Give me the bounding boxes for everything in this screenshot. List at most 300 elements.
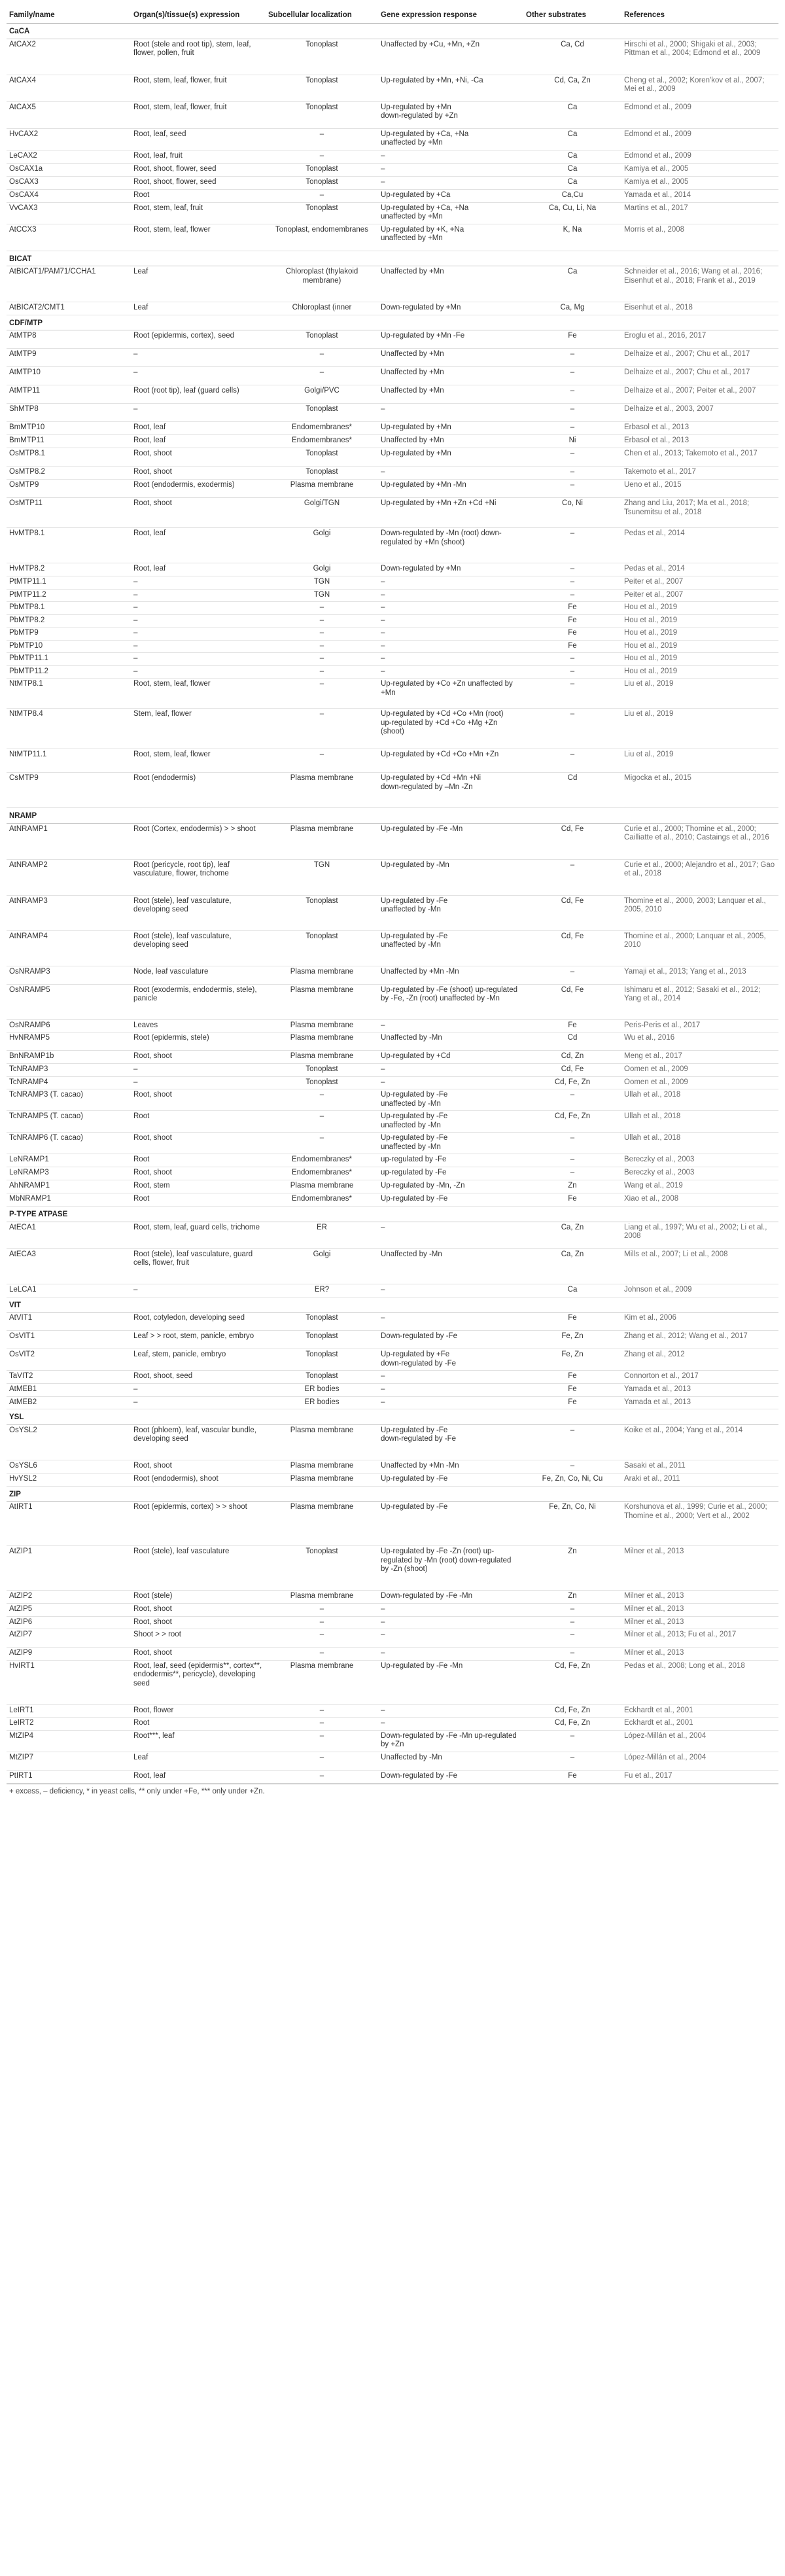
cell-family-name: LeIRT1 — [7, 1704, 131, 1718]
cell-subcellular-localization: – — [266, 1133, 378, 1154]
table-row — [7, 1133, 778, 1154]
cell-family-name: OsVIT2 — [7, 1349, 131, 1371]
cell-organ-expression: Root (pericycle, root tip), leaf vasculature, flower, trichome — [131, 859, 266, 895]
cell-organ-expression: Root, stem, leaf, flower — [131, 749, 266, 773]
cell-family-name: PtMTP11.1 — [7, 576, 131, 590]
cell-subcellular-localization: Endomembranes* — [266, 435, 378, 448]
table-row — [7, 101, 778, 128]
cell-subcellular-localization: Tonoplast — [266, 75, 378, 101]
cell-family-name: BnNRAMP1b — [7, 1051, 131, 1064]
cell-gene-expression-response: up-regulated by -Fe — [378, 1154, 523, 1167]
cell-family-name: PtMTP11.2 — [7, 589, 131, 602]
cell-references: Xiao et al., 2008 — [621, 1193, 778, 1207]
cell-organ-expression: Root, shoot — [131, 1051, 266, 1064]
table-row — [7, 1371, 778, 1384]
cell-family-name: HvYSL2 — [7, 1473, 131, 1486]
cell-references: Thomine et al., 2000, 2003; Lanquar et al., 2005, 2010 — [621, 895, 778, 930]
cell-subcellular-localization: Tonoplast — [266, 330, 378, 349]
cell-subcellular-localization: Plasma membrane — [266, 1502, 378, 1546]
cell-organ-expression: Root, stem, leaf, flower — [131, 224, 266, 251]
cell-gene-expression-response: Up-regulated by +Cd +Co +Mn +Zn — [378, 749, 523, 773]
transporter-table — [7, 9, 778, 1784]
cell-family-name: TcNRAMP3 — [7, 1064, 131, 1077]
cell-organ-expression: Root, cotyledon, developing seed — [131, 1313, 266, 1331]
cell-subcellular-localization: Chloroplast (inner — [266, 302, 378, 315]
family-row — [7, 1486, 778, 1502]
cell-references: Peiter et al., 2007 — [621, 576, 778, 590]
table-row — [7, 176, 778, 189]
cell-gene-expression-response: Unaffected by +Mn — [378, 435, 523, 448]
cell-family-name: HvMTP8.1 — [7, 528, 131, 563]
cell-family-name: OsYSL2 — [7, 1424, 131, 1460]
cell-other-substrates: Cd, Fe — [523, 823, 621, 859]
cell-family-name: TcNRAMP3 (T. cacao) — [7, 1089, 131, 1111]
table-row — [7, 1502, 778, 1546]
cell-subcellular-localization: ER? — [266, 1284, 378, 1297]
family-heading: YSL — [7, 1409, 778, 1425]
cell-gene-expression-response: – — [378, 1718, 523, 1731]
cell-subcellular-localization: Plasma membrane — [266, 773, 378, 808]
cell-subcellular-localization: – — [266, 653, 378, 666]
cell-gene-expression-response: – — [378, 1284, 523, 1297]
cell-references: Wang et al., 2019 — [621, 1180, 778, 1193]
cell-subcellular-localization: Tonoplast — [266, 1064, 378, 1077]
cell-other-substrates: Ca — [523, 101, 621, 128]
table-row — [7, 1648, 778, 1661]
cell-organ-expression: – — [131, 404, 266, 422]
cell-references: Erbasol et al., 2013 — [621, 435, 778, 448]
cell-gene-expression-response: Up-regulated by +Ca — [378, 189, 523, 202]
table-row — [7, 679, 778, 709]
cell-organ-expression: Leaf > > root, stem, panicle, embryo — [131, 1331, 266, 1349]
cell-references: Meng et al., 2017 — [621, 1051, 778, 1064]
cell-subcellular-localization: – — [266, 1752, 378, 1770]
table-row — [7, 576, 778, 590]
cell-references: Mills et al., 2007; Li et al., 2008 — [621, 1248, 778, 1284]
cell-references: Edmond et al., 2009 — [621, 101, 778, 128]
cell-other-substrates: Zn — [523, 1180, 621, 1193]
cell-references: Oomen et al., 2009 — [621, 1064, 778, 1077]
table-row — [7, 448, 778, 467]
cell-references: Koike et al., 2004; Yang et al., 2014 — [621, 1424, 778, 1460]
cell-family-name: AtBICAT2/CMT1 — [7, 302, 131, 315]
cell-subcellular-localization: Golgi — [266, 528, 378, 563]
header-row — [7, 9, 778, 24]
cell-family-name: AtIRT1 — [7, 1502, 131, 1546]
cell-family-name: AtBICAT1/PAM71/CCHA1 — [7, 266, 131, 302]
cell-subcellular-localization: – — [266, 1604, 378, 1617]
family-row — [7, 1207, 778, 1222]
table-row — [7, 627, 778, 641]
cell-organ-expression: Root, shoot, flower, seed — [131, 163, 266, 176]
cell-organ-expression: – — [131, 589, 266, 602]
cell-references: Kamiya et al., 2005 — [621, 176, 778, 189]
cell-subcellular-localization: – — [266, 367, 378, 385]
cell-other-substrates: K, Na — [523, 224, 621, 251]
family-heading: BICAT — [7, 251, 778, 266]
table-row — [7, 1604, 778, 1617]
cell-organ-expression: Leaf — [131, 302, 266, 315]
cell-organ-expression: Root (stele), leaf vasculature, guard cells, flower, fruit — [131, 1248, 266, 1284]
cell-family-name: AhNRAMP1 — [7, 1180, 131, 1193]
cell-subcellular-localization: TGN — [266, 859, 378, 895]
cell-gene-expression-response: Up-regulated by +Cd +Co +Mn (root) up-regulated by +Cd +Co +Mg +Zn (shoot) — [378, 709, 523, 749]
cell-family-name: AtMTP8 — [7, 330, 131, 349]
cell-family-name: NtMTP8.4 — [7, 709, 131, 749]
cell-gene-expression-response: – — [378, 150, 523, 163]
cell-references: Eroglu et al., 2016, 2017 — [621, 330, 778, 349]
cell-organ-expression: Root, leaf — [131, 422, 266, 435]
cell-gene-expression-response: Up-regulated by +Mn, +Ni, -Ca — [378, 75, 523, 101]
cell-references: Peris-Peris et al., 2017 — [621, 1019, 778, 1032]
cell-subcellular-localization: Tonoplast — [266, 101, 378, 128]
cell-references: Zhang and Liu, 2017; Ma et al., 2018; Tsunemitsu et al., 2018 — [621, 498, 778, 528]
cell-subcellular-localization: ER bodies — [266, 1384, 378, 1397]
cell-organ-expression: Root, shoot — [131, 1460, 266, 1473]
cell-subcellular-localization: – — [266, 1629, 378, 1648]
table-body — [7, 24, 778, 1784]
table-row — [7, 773, 778, 808]
cell-gene-expression-response: Down-regulated by -Mn (root) down-regulated by +Mn (shoot) — [378, 528, 523, 563]
cell-organ-expression: Root (epidermis, cortex), seed — [131, 330, 266, 349]
table-row — [7, 665, 778, 679]
cell-family-name: AtNRAMP2 — [7, 859, 131, 895]
cell-subcellular-localization: Plasma membrane — [266, 1460, 378, 1473]
cell-other-substrates: Fe — [523, 1019, 621, 1032]
cell-gene-expression-response: – — [378, 614, 523, 627]
cell-family-name: HvCAX2 — [7, 128, 131, 150]
table-footnote: + excess, – deficiency, * in yeast cells, ** only under +Fe, *** only under +Zn. — [7, 1784, 778, 1799]
cell-other-substrates: – — [523, 665, 621, 679]
table-row — [7, 1718, 778, 1731]
cell-family-name: PbMTP8.1 — [7, 602, 131, 615]
cell-other-substrates: Fe, Zn — [523, 1331, 621, 1349]
table-row — [7, 266, 778, 302]
table-row — [7, 602, 778, 615]
cell-other-substrates: Cd, Fe, Zn — [523, 1076, 621, 1089]
cell-references: López-Millán et al., 2004 — [621, 1730, 778, 1752]
cell-subcellular-localization: Golgi/PVC — [266, 385, 378, 404]
cell-gene-expression-response: – — [378, 467, 523, 480]
cell-gene-expression-response: Down-regulated by -Fe -Mn up-regulated by +Zn — [378, 1730, 523, 1752]
cell-references: Hou et al., 2019 — [621, 653, 778, 666]
cell-organ-expression: – — [131, 367, 266, 385]
cell-family-name: NtMTP11.1 — [7, 749, 131, 773]
cell-other-substrates: Fe — [523, 614, 621, 627]
table-row — [7, 224, 778, 251]
cell-organ-expression: Root, stem, leaf, guard cells, trichome — [131, 1222, 266, 1248]
table-row — [7, 1384, 778, 1397]
cell-organ-expression: Root, shoot — [131, 1604, 266, 1617]
cell-family-name: ShMTP8 — [7, 404, 131, 422]
cell-family-name: TcNRAMP5 (T. cacao) — [7, 1111, 131, 1133]
cell-gene-expression-response: – — [378, 1616, 523, 1629]
table-row — [7, 614, 778, 627]
table-row — [7, 984, 778, 1019]
cell-gene-expression-response: – — [378, 576, 523, 590]
cell-references: Ueno et al., 2015 — [621, 480, 778, 498]
cell-organ-expression: Root (stele), leaf vasculature — [131, 1546, 266, 1591]
table-row — [7, 1154, 778, 1167]
table-row — [7, 653, 778, 666]
table-row — [7, 385, 778, 404]
cell-family-name: AtMEB1 — [7, 1384, 131, 1397]
cell-other-substrates: – — [523, 589, 621, 602]
cell-subcellular-localization: Golgi/TGN — [266, 498, 378, 528]
cell-family-name: OsMTP8.1 — [7, 448, 131, 467]
cell-gene-expression-response: – — [378, 1629, 523, 1648]
cell-references: Oomen et al., 2009 — [621, 1076, 778, 1089]
cell-gene-expression-response: Down-regulated by +Mn — [378, 563, 523, 576]
cell-family-name: AtNRAMP1 — [7, 823, 131, 859]
cell-family-name: TcNRAMP4 — [7, 1076, 131, 1089]
cell-references: Fu et al., 2017 — [621, 1770, 778, 1783]
cell-other-substrates: Cd, Fe — [523, 895, 621, 930]
cell-other-substrates: Ca — [523, 163, 621, 176]
cell-subcellular-localization: Golgi — [266, 563, 378, 576]
cell-organ-expression: Root (root tip), leaf (guard cells) — [131, 385, 266, 404]
cell-other-substrates: Fe — [523, 1193, 621, 1207]
cell-gene-expression-response: – — [378, 1384, 523, 1397]
cell-other-substrates: – — [523, 1730, 621, 1752]
cell-references: Hirschi et al., 2000; Shigaki et al., 2003; Pittman et al., 2004; Edmond et al., 2009 — [621, 39, 778, 75]
cell-references: Yamada et al., 2013 — [621, 1396, 778, 1409]
cell-references: Ullah et al., 2018 — [621, 1111, 778, 1133]
cell-gene-expression-response: Unaffected by +Mn -Mn — [378, 1460, 523, 1473]
header-other-substrates: Other substrates — [523, 9, 621, 24]
cell-other-substrates: – — [523, 528, 621, 563]
cell-references: Hou et al., 2019 — [621, 665, 778, 679]
table-row — [7, 1349, 778, 1371]
cell-references: Peiter et al., 2007 — [621, 589, 778, 602]
cell-subcellular-localization: Tonoplast — [266, 930, 378, 966]
table-row — [7, 1111, 778, 1133]
cell-gene-expression-response: – — [378, 1604, 523, 1617]
cell-family-name: BmMTP11 — [7, 435, 131, 448]
cell-other-substrates: – — [523, 349, 621, 367]
cell-subcellular-localization: Plasma membrane — [266, 1660, 378, 1704]
cell-gene-expression-response: Up-regulated by -Fe — [378, 1502, 523, 1546]
cell-gene-expression-response: Up-regulated by -Fe unaffected by -Mn — [378, 895, 523, 930]
cell-family-name: AtCCX3 — [7, 224, 131, 251]
table-row — [7, 1629, 778, 1648]
cell-organ-expression: Root, shoot — [131, 1089, 266, 1111]
cell-other-substrates: – — [523, 1154, 621, 1167]
cell-family-name: TcNRAMP6 (T. cacao) — [7, 1133, 131, 1154]
header-gene-expression-response: Gene expression response — [378, 9, 523, 24]
table-row — [7, 302, 778, 315]
cell-references: Sasaki et al., 2011 — [621, 1460, 778, 1473]
table-row — [7, 1089, 778, 1111]
cell-organ-expression: – — [131, 1076, 266, 1089]
cell-references: Liu et al., 2019 — [621, 749, 778, 773]
cell-organ-expression: Root (stele) — [131, 1591, 266, 1604]
cell-subcellular-localization: ER — [266, 1222, 378, 1248]
cell-references: Hou et al., 2019 — [621, 627, 778, 641]
cell-subcellular-localization: Endomembranes* — [266, 1193, 378, 1207]
cell-subcellular-localization: Endomembranes* — [266, 1154, 378, 1167]
cell-organ-expression: – — [131, 614, 266, 627]
cell-organ-expression: Leaves — [131, 1019, 266, 1032]
header-organ-expression: Organ(s)/tissue(s) expression — [131, 9, 266, 24]
cell-references: Delhaize et al., 2007; Chu et al., 2017 — [621, 349, 778, 367]
cell-family-name: OsMTP8.2 — [7, 467, 131, 480]
cell-gene-expression-response: – — [378, 1313, 523, 1331]
cell-gene-expression-response: – — [378, 1222, 523, 1248]
cell-subcellular-localization: ER bodies — [266, 1396, 378, 1409]
cell-organ-expression: Shoot > > root — [131, 1629, 266, 1648]
cell-gene-expression-response: Unaffected by +Cu, +Mn, +Zn — [378, 39, 523, 75]
family-row — [7, 24, 778, 39]
table-row — [7, 150, 778, 163]
cell-gene-expression-response: Up-regulated by +Co +Zn unaffected by +Mn — [378, 679, 523, 709]
cell-references: Bereczky et al., 2003 — [621, 1154, 778, 1167]
cell-other-substrates: Fe, Zn — [523, 1349, 621, 1371]
cell-references: Yamaji et al., 2013; Yang et al., 2013 — [621, 966, 778, 984]
cell-other-substrates: Ca,Cu — [523, 189, 621, 202]
table-row — [7, 1076, 778, 1089]
cell-subcellular-localization: Plasma membrane — [266, 1051, 378, 1064]
cell-references: Wu et al., 2016 — [621, 1032, 778, 1051]
cell-other-substrates: – — [523, 404, 621, 422]
cell-family-name: LeNRAMP3 — [7, 1167, 131, 1180]
cell-organ-expression: Root, leaf — [131, 1770, 266, 1783]
cell-gene-expression-response: – — [378, 1704, 523, 1718]
cell-gene-expression-response: Up-regulated by +Cd — [378, 1051, 523, 1064]
cell-organ-expression: Leaf — [131, 266, 266, 302]
table-row — [7, 563, 778, 576]
table-row — [7, 895, 778, 930]
cell-organ-expression: Root (phloem), leaf, vascular bundle, developing seed — [131, 1424, 266, 1460]
cell-family-name: CsMTP9 — [7, 773, 131, 808]
cell-family-name: OsCAX3 — [7, 176, 131, 189]
cell-other-substrates: Fe — [523, 640, 621, 653]
cell-organ-expression: Root — [131, 1111, 266, 1133]
cell-subcellular-localization: – — [266, 1089, 378, 1111]
cell-other-substrates: Fe — [523, 1396, 621, 1409]
cell-references: Kamiya et al., 2005 — [621, 163, 778, 176]
cell-other-substrates: Ca — [523, 128, 621, 150]
cell-organ-expression: Root — [131, 1193, 266, 1207]
cell-organ-expression: Root (Cortex, endodermis) > > shoot — [131, 823, 266, 859]
cell-family-name: VvCAX3 — [7, 202, 131, 224]
table-row — [7, 1019, 778, 1032]
cell-subcellular-localization: Tonoplast — [266, 176, 378, 189]
cell-references: Milner et al., 2013 — [621, 1604, 778, 1617]
cell-organ-expression: Leaf — [131, 1752, 266, 1770]
cell-other-substrates: – — [523, 1424, 621, 1460]
cell-subcellular-localization: – — [266, 679, 378, 709]
table-row — [7, 367, 778, 385]
table-row — [7, 1752, 778, 1770]
cell-organ-expression: Root (epidermis, stele) — [131, 1032, 266, 1051]
table-row — [7, 1424, 778, 1460]
cell-gene-expression-response: up-regulated by -Fe — [378, 1167, 523, 1180]
table-row — [7, 202, 778, 224]
cell-other-substrates: Fe — [523, 1313, 621, 1331]
cell-family-name: AtVIT1 — [7, 1313, 131, 1331]
cell-subcellular-localization: Tonoplast — [266, 1349, 378, 1371]
cell-other-substrates: Fe — [523, 330, 621, 349]
cell-gene-expression-response: Up-regulated by -Fe unaffected by -Mn — [378, 1089, 523, 1111]
cell-references: Erbasol et al., 2013 — [621, 422, 778, 435]
cell-organ-expression: – — [131, 1284, 266, 1297]
cell-references: Milner et al., 2013 — [621, 1591, 778, 1604]
cell-family-name: OsMTP11 — [7, 498, 131, 528]
cell-family-name: OsCAX4 — [7, 189, 131, 202]
cell-subcellular-localization: Plasma membrane — [266, 480, 378, 498]
cell-other-substrates: Co, Ni — [523, 498, 621, 528]
table-row — [7, 480, 778, 498]
family-row — [7, 808, 778, 824]
cell-gene-expression-response: – — [378, 665, 523, 679]
cell-gene-expression-response: Up-regulated by -Fe unaffected by -Mn — [378, 1133, 523, 1154]
cell-organ-expression: Root, stem — [131, 1180, 266, 1193]
cell-family-name: AtNRAMP4 — [7, 930, 131, 966]
cell-organ-expression: Root — [131, 189, 266, 202]
cell-gene-expression-response: Up-regulated by -Fe — [378, 1193, 523, 1207]
table-row — [7, 930, 778, 966]
cell-gene-expression-response: Down-regulated by +Mn — [378, 302, 523, 315]
cell-other-substrates: Ca, Zn — [523, 1222, 621, 1248]
cell-organ-expression: Root, shoot — [131, 1648, 266, 1661]
cell-references: Liang et al., 1997; Wu et al., 2002; Li et al., 2008 — [621, 1222, 778, 1248]
cell-gene-expression-response: Up-regulated by -Mn — [378, 859, 523, 895]
cell-gene-expression-response: – — [378, 589, 523, 602]
cell-references: Milner et al., 2013 — [621, 1546, 778, 1591]
family-heading: NRAMP — [7, 808, 778, 824]
cell-organ-expression: Root, shoot — [131, 1167, 266, 1180]
table-row — [7, 1331, 778, 1349]
cell-family-name: PbMTP11.2 — [7, 665, 131, 679]
cell-organ-expression: – — [131, 1064, 266, 1077]
cell-other-substrates: Fe — [523, 1384, 621, 1397]
cell-subcellular-localization: – — [266, 627, 378, 641]
cell-references: Ullah et al., 2018 — [621, 1133, 778, 1154]
cell-family-name: AtZIP2 — [7, 1591, 131, 1604]
cell-organ-expression: Root, leaf, seed — [131, 128, 266, 150]
cell-family-name: AtNRAMP3 — [7, 895, 131, 930]
cell-other-substrates: Ca — [523, 1284, 621, 1297]
cell-subcellular-localization: – — [266, 640, 378, 653]
table-row — [7, 709, 778, 749]
cell-subcellular-localization: Tonoplast — [266, 202, 378, 224]
cell-subcellular-localization: – — [266, 1770, 378, 1783]
cell-organ-expression: – — [131, 1384, 266, 1397]
cell-organ-expression: – — [131, 602, 266, 615]
cell-family-name: OsCAX1a — [7, 163, 131, 176]
cell-subcellular-localization: Tonoplast — [266, 467, 378, 480]
cell-subcellular-localization: Tonoplast — [266, 1371, 378, 1384]
cell-family-name: AtZIP1 — [7, 1546, 131, 1591]
cell-references: Milner et al., 2013; Fu et al., 2017 — [621, 1629, 778, 1648]
cell-family-name: HvMTP8.2 — [7, 563, 131, 576]
cell-subcellular-localization: Tonoplast — [266, 39, 378, 75]
cell-gene-expression-response: Unaffected by -Mn — [378, 1032, 523, 1051]
table-row — [7, 330, 778, 349]
cell-gene-expression-response: Up-regulated by +Mn — [378, 422, 523, 435]
family-row — [7, 1297, 778, 1313]
cell-family-name: NtMTP8.1 — [7, 679, 131, 709]
cell-subcellular-localization: Plasma membrane — [266, 984, 378, 1019]
cell-subcellular-localization: Tonoplast — [266, 1331, 378, 1349]
table-row — [7, 189, 778, 202]
cell-subcellular-localization: – — [266, 614, 378, 627]
cell-references: Delhaize et al., 2007; Peiter et al., 2007 — [621, 385, 778, 404]
cell-gene-expression-response: – — [378, 602, 523, 615]
cell-organ-expression: Root (endodermis, exodermis) — [131, 480, 266, 498]
cell-organ-expression: – — [131, 627, 266, 641]
